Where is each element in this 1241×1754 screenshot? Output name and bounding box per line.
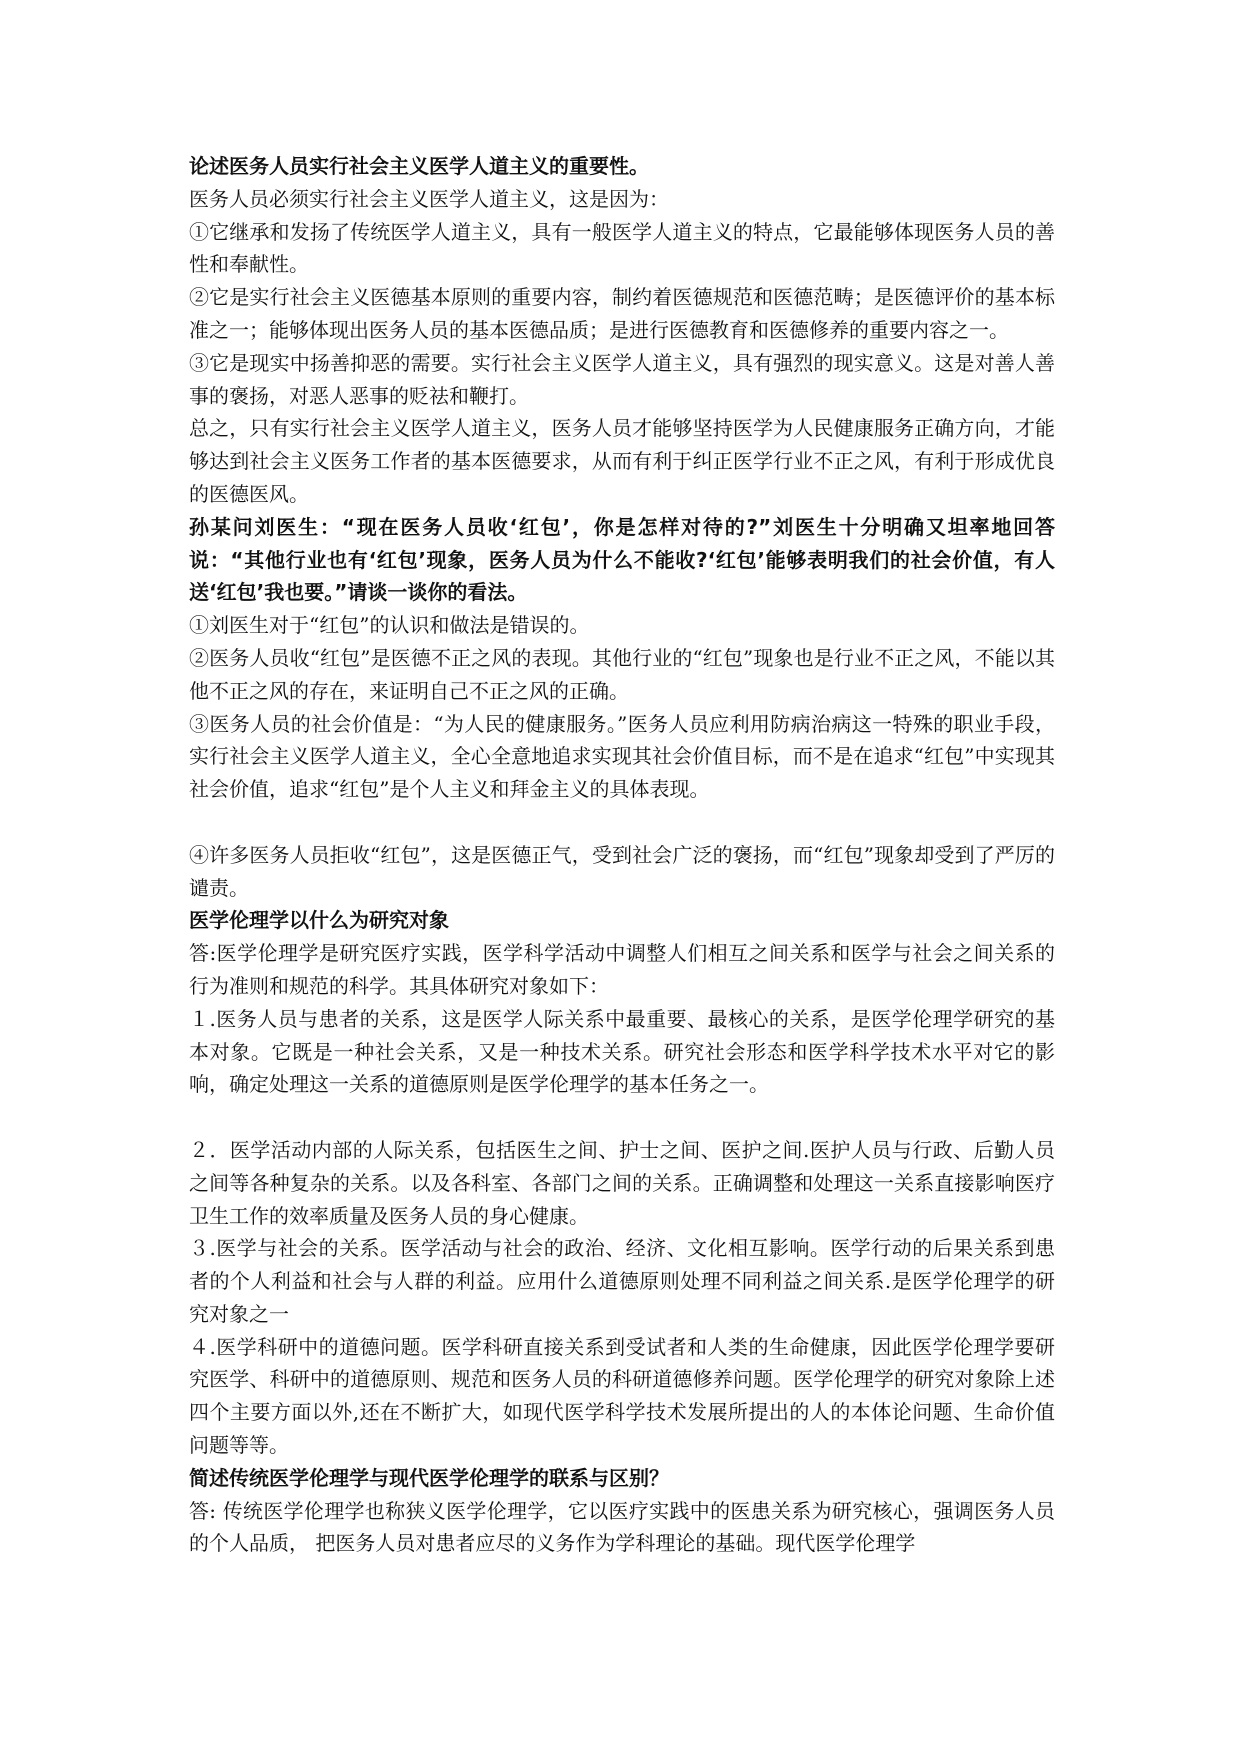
paragraph: ②医务人员收“红包”是医德不正之风的表现。其他行业的“红包”现象也是行业不正之风，不能以其他不正之风的存在，来证明自己不正之风的正确。 xyxy=(189,645,1055,703)
section-heading: 孙某问刘医生：“现在医务人员收‘红包’，你是怎样对待的?”刘医生十分明确又坦率地回答说：“其他行业也有‘红包’现象，医务人员为什么不能收?‘红包’能够表明我们的社会价值，有人送‘红包’我也要。”请谈一谈你的看法。 xyxy=(189,514,1055,605)
paragraph: 答:医学伦理学是研究医疗实践，医学科学活动中调整人们相互之间关系和医学与社会之间关系的行为准则和规范的科学。其具体研究对象如下： xyxy=(189,941,1055,998)
paragraph: ②它是实行社会主义医德基本原则的重要内容，制约着医德规范和医德范畴；是医德评价的基本标准之一；能够体现出医务人员的基本医德品质；是进行医德教育和医德修养的重要内容之一。 xyxy=(189,285,1055,342)
section-heading: 医学伦理学以什么为研究对象 xyxy=(189,908,449,933)
paragraph: 答: 传统医学伦理学也称狭义医学伦理学，它以医疗实践中的医患关系为研究核心，强调医务人员的个人品质， 把医务人员对患者应尽的义务作为学科理论的基础。现代医学伦理学 xyxy=(189,1498,1055,1556)
section-heading: 简述传统医学伦理学与现代医学伦理学的联系与区别？ xyxy=(189,1465,669,1490)
section-heading: 论述医务人员实行社会主义医学人道主义的重要性。 xyxy=(189,154,649,178)
paragraph: ２．医学活动内部的人际关系，包括医生之间、护士之间、医护之间.医护人员与行政、后勤人员之间等各种复杂的关系。以及各科室、各部门之间的关系。正确调整和处理这一关系直接影响医疗卫生工作的效率质量及医务人员的身心健康。 xyxy=(189,1137,1055,1228)
paragraph: ③医务人员的社会价值是：“为人民的健康服务。”医务人员应利用防病治病这一特殊的职业手段，实行社会主义医学人道主义，全心全意地追求实现其社会价值目标，而不是在追求“红包”中实现其社会价值，追求“红包”是个人主义和拜金主义的具体表现。 xyxy=(189,711,1055,802)
paragraph: ①它继承和发扬了传统医学人道主义，具有一般医学人道主义的特点，它最能够体现医务人员的善性和奉献性。 xyxy=(189,219,1055,277)
paragraph: ①刘医生对于“红包”的认识和做法是错误的。 xyxy=(189,613,590,638)
paragraph: ３.医学与社会的关系。医学活动与社会的政治、经济、文化相互影响。医学行动的后果关系到患者的个人利益和社会与人群的利益。应用什么道德原则处理不同利益之间关系.是医学伦理学的研究对象之一 xyxy=(189,1236,1055,1326)
paragraph: １.医务人员与患者的关系，这是医学人际关系中最重要、最核心的关系，是医学伦理学研究的基本对象。它既是一种社会关系，又是一种技术关系。研究社会形态和医学科学技术水平对它的影响，确定处理这一关系的道德原则是医学伦理学的基本任务之一。 xyxy=(189,1006,1055,1097)
paragraph: 总之，只有实行社会主义医学人道主义，医务人员才能够坚持医学为人民健康服务正确方向，才能够达到社会主义医务工作者的基本医德要求，从而有利于纠正医学行业不正之风，有利于形成优良的医德医风。 xyxy=(189,416,1055,506)
document-page xyxy=(189,150,1055,1560)
paragraph: ③它是现实中扬善抑恶的需要。实行社会主义医学人道主义，具有强烈的现实意义。这是对善人善事的褒扬，对恶人恶事的贬祛和鞭打。 xyxy=(189,350,1055,408)
paragraph: 医务人员必须实行社会主义医学人道主义，这是因为： xyxy=(189,186,669,211)
paragraph: ４.医学科研中的道德问题。医学科研直接关系到受试者和人类的生命健康，因此医学伦理学要研究医学、科研中的道德原则、规范和医务人员的科研道德修养问题。医学伦理学的研究对象除上述四个主要方面以外,还在不断扩大，如现代医学科学技术发展所提出的人的本体论问题、生命价值问题等等。 xyxy=(189,1334,1055,1458)
paragraph: ④许多医务人员拒收“红包”，这是医德正气，受到社会广泛的褒扬，而“红包”现象却受到了严厉的谴责。 xyxy=(189,842,1055,900)
